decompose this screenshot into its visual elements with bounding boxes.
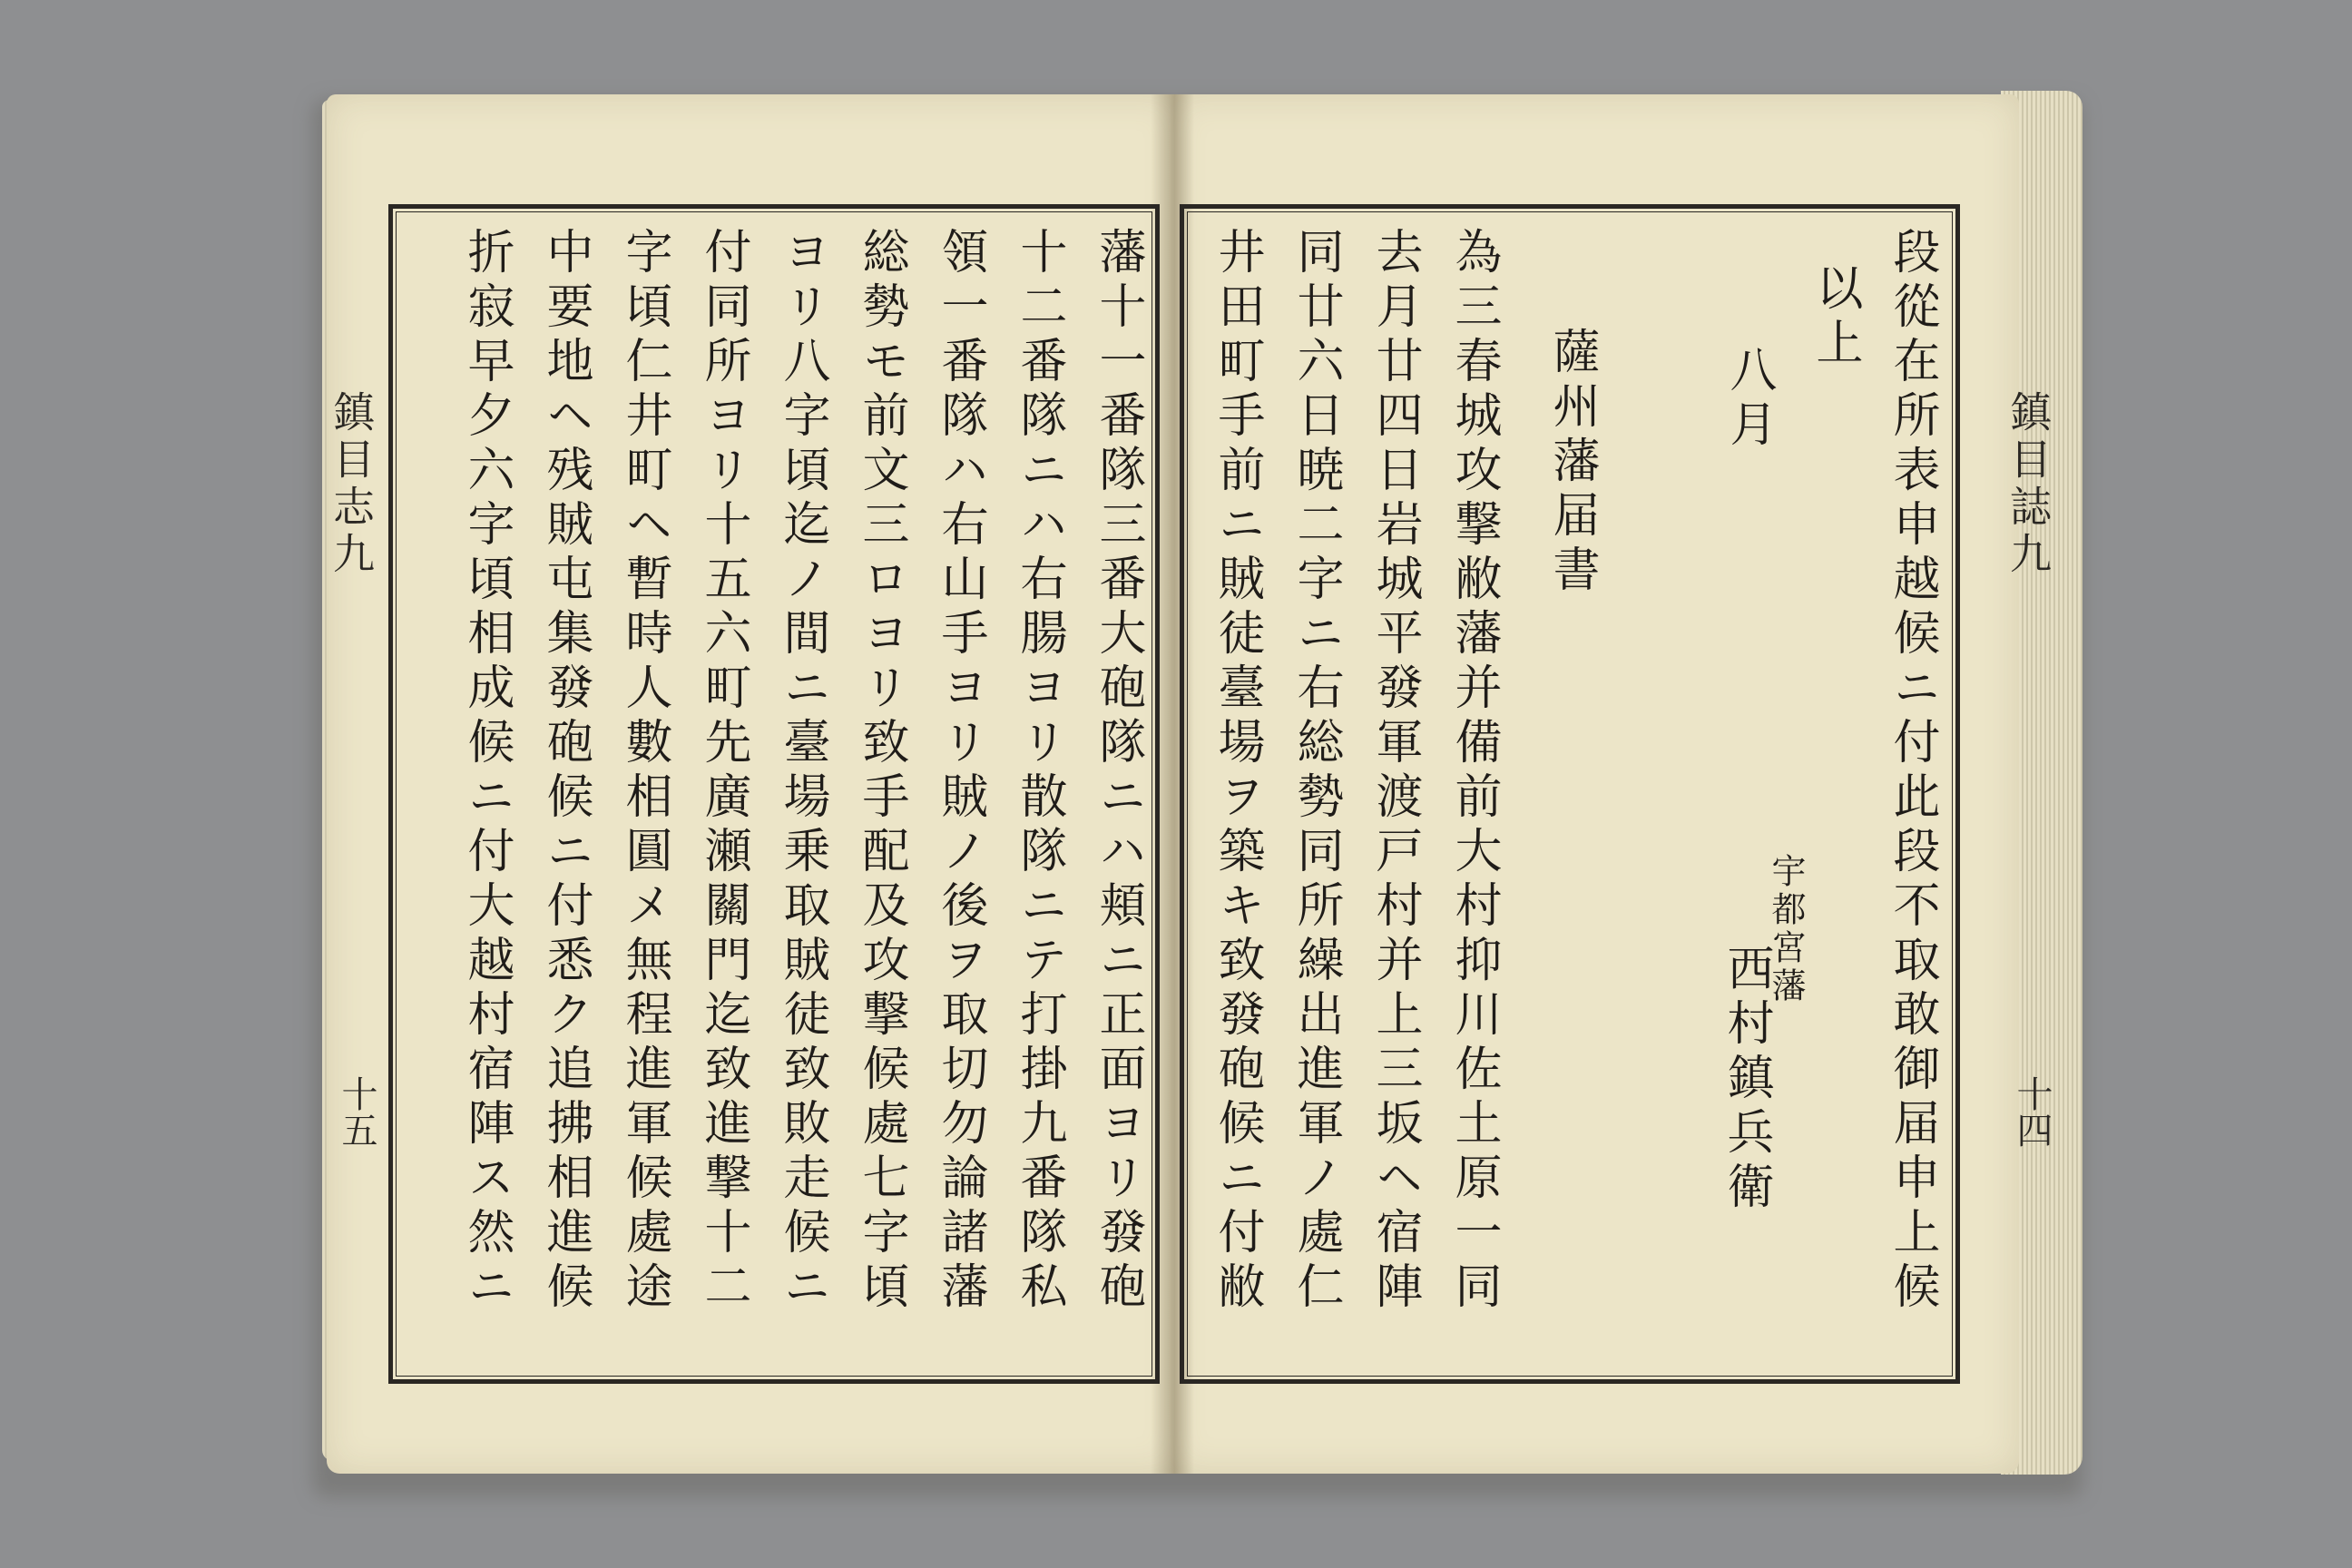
left-margin-title: 鎮目志九: [327, 390, 376, 579]
left-column-6: 付同所ヨリ十五六町先廣瀬關門迄致進撃十二: [696, 227, 750, 1316]
left-column-4: 総勢モ前文三ロヨリ致手配及攻撃候處七字頃: [854, 227, 908, 1316]
right-column-1: 段從在所表申越候ニ付此段不取敢御届申上候: [1885, 227, 1939, 1316]
right-column-10: 井田町手前ニ賊徒臺場ヲ築キ致發砲候ニ付敝: [1210, 227, 1264, 1316]
left-column-9: 折寂早夕六字頃相成候ニ付大越村宿陣ス然ニ: [459, 227, 514, 1316]
right-column-signatory: 西村鎮兵衛: [1719, 944, 1773, 1216]
right-margin-title: 鎮目誌九: [2004, 390, 2053, 579]
left-column-2: 十二番隊ニハ右腸ヨリ散隊ニテ打掛九番隊私: [1012, 227, 1066, 1316]
right-folio: 十四: [2011, 1075, 2053, 1148]
right-column-domain: 宇都宮藩: [1766, 853, 1806, 1005]
right-column-7: 為三春城攻撃敝藩并備前大村抑川佐土原一同: [1446, 227, 1501, 1316]
left-column-8: 中要地ヘ残賊屯集發砲候ニ付悉ク追拂相進候: [538, 227, 593, 1316]
left-column-5: ヨリ八字頃迄ノ間ニ臺場乗取賊徒致敗走候ニ: [775, 227, 829, 1316]
right-column-heading: 薩州藩届書: [1544, 327, 1599, 599]
left-column-1: 藩十一番隊三番大砲隊ニハ頬ニ正面ヨリ發砲: [1091, 227, 1145, 1316]
right-column-9: 同廿六日暁二字ニ右総勢同所繰出進軍ノ處仁: [1289, 227, 1343, 1316]
left-folio: 十五: [336, 1075, 377, 1148]
right-column-2: 以上: [1808, 263, 1862, 372]
left-column-7: 字頃仁井町ヘ暫時人數相圓メ無程進軍候處途: [617, 227, 671, 1316]
right-column-date: 八月: [1721, 345, 1776, 454]
right-column-8: 去月廿四日岩城平發軍渡戸村并上三坂ヘ宿陣: [1367, 227, 1422, 1316]
left-column-3: 領一番隊ハ右山手ヨリ賊ノ後ヲ取切勿論諸藩: [933, 227, 987, 1316]
